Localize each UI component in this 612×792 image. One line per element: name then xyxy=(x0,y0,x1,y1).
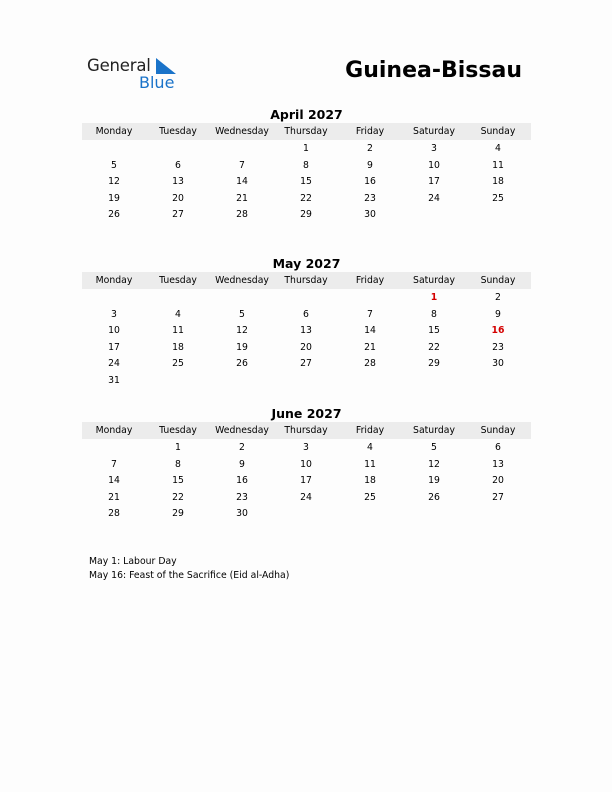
day-cell: 28 xyxy=(364,358,376,370)
week-row xyxy=(82,174,531,191)
day-cell: 11 xyxy=(172,325,184,337)
weekday-label: Wednesday xyxy=(215,275,269,286)
day-cell: 28 xyxy=(236,209,248,221)
day-cell: 26 xyxy=(428,491,440,503)
weekday-label: Sunday xyxy=(480,126,516,137)
weekday-label: Friday xyxy=(355,275,385,286)
day-cell: 15 xyxy=(172,475,184,487)
day-cell xyxy=(466,207,530,224)
day-cell xyxy=(210,290,274,307)
day-cell: 30 xyxy=(364,209,376,221)
month-april xyxy=(82,107,531,224)
weekday-label: Monday xyxy=(95,126,133,137)
day-cell: 19 xyxy=(108,192,120,204)
day-cell: 9 xyxy=(495,308,501,320)
day-cell: 25 xyxy=(172,358,184,370)
week-row xyxy=(82,356,531,373)
week-row xyxy=(82,473,531,490)
day-cell: 22 xyxy=(428,341,440,353)
day-cell: 14 xyxy=(108,475,120,487)
holiday-note: May 16: Feast of the Sacrifice (Eid al-Adha) xyxy=(89,570,290,581)
month-june xyxy=(82,406,531,523)
page-title: Guinea-Bissau xyxy=(345,58,522,83)
week-row xyxy=(82,323,531,340)
day-cell: 22 xyxy=(300,192,312,204)
week-row xyxy=(82,457,531,474)
day-cell: 7 xyxy=(367,308,373,320)
day-cell xyxy=(274,506,338,523)
day-cell: 9 xyxy=(239,458,245,470)
day-cell xyxy=(466,373,530,390)
day-cell xyxy=(402,373,466,390)
week-row xyxy=(82,141,531,158)
week-row xyxy=(82,440,531,457)
weekday-label: Thursday xyxy=(284,275,328,286)
month-title: June 2027 xyxy=(271,406,342,421)
day-cell: 4 xyxy=(495,143,501,154)
day-cell: 20 xyxy=(172,192,184,204)
day-cell: 10 xyxy=(428,159,440,171)
weekday-label: Tuesday xyxy=(159,275,197,286)
day-cell: 6 xyxy=(175,159,181,171)
day-cell: 13 xyxy=(300,325,312,337)
weekday-label: Friday xyxy=(355,126,385,137)
day-cell: 29 xyxy=(172,508,184,520)
day-cell: 26 xyxy=(236,358,248,370)
weekday-label: Friday xyxy=(355,425,385,436)
day-cell: 19 xyxy=(236,341,248,353)
week-row xyxy=(82,506,531,523)
brand-word-blue: Blue xyxy=(139,73,175,92)
day-cell: 10 xyxy=(108,325,120,337)
day-cell: 12 xyxy=(108,176,120,188)
holiday-day-cell: 16 xyxy=(491,325,505,337)
day-cell: 12 xyxy=(428,458,440,470)
day-cell: 27 xyxy=(300,358,312,370)
week-row xyxy=(82,207,531,224)
day-cell: 10 xyxy=(300,458,312,470)
day-cell: 24 xyxy=(428,192,440,204)
day-cell: 27 xyxy=(492,491,504,503)
day-cell xyxy=(146,373,210,390)
month-title: April 2027 xyxy=(270,107,343,122)
weekday-label: Wednesday xyxy=(215,126,269,137)
day-cell: 4 xyxy=(367,442,373,453)
weekday-header xyxy=(82,422,531,439)
day-cell: 26 xyxy=(108,209,120,221)
weekday-label: Tuesday xyxy=(159,425,197,436)
weekday-header xyxy=(82,272,531,289)
day-cell: 21 xyxy=(108,491,120,503)
day-cell: 12 xyxy=(236,325,248,337)
day-cell xyxy=(466,506,530,523)
day-cell xyxy=(82,141,146,158)
brand-logo xyxy=(87,56,187,92)
day-cell: 18 xyxy=(492,176,504,188)
day-cell xyxy=(338,290,402,307)
day-cell: 30 xyxy=(492,358,504,370)
day-cell: 15 xyxy=(300,176,312,188)
day-cell: 21 xyxy=(364,341,376,353)
day-cell: 7 xyxy=(239,159,245,171)
week-row xyxy=(82,307,531,324)
weekday-label: Sunday xyxy=(480,425,516,436)
week-row xyxy=(82,490,531,507)
day-cell xyxy=(82,290,146,307)
week-row xyxy=(82,158,531,175)
day-cell xyxy=(274,290,338,307)
day-cell: 8 xyxy=(303,159,309,171)
day-cell: 17 xyxy=(428,176,440,188)
day-cell: 13 xyxy=(492,458,504,470)
day-cell: 31 xyxy=(108,374,120,386)
month-title: May 2027 xyxy=(272,256,341,271)
day-cell: 2 xyxy=(495,292,501,303)
weekday-label: Wednesday xyxy=(215,425,269,436)
day-cell xyxy=(146,141,210,158)
day-cell: 25 xyxy=(364,491,376,503)
brand-word-general: General xyxy=(87,56,151,75)
day-cell xyxy=(146,290,210,307)
day-cell: 5 xyxy=(431,442,437,453)
day-cell: 11 xyxy=(364,458,376,470)
day-cell: 14 xyxy=(236,176,248,188)
day-cell: 27 xyxy=(172,209,184,221)
day-cell: 11 xyxy=(492,159,504,171)
day-cell: 1 xyxy=(175,442,181,453)
day-cell: 16 xyxy=(364,176,376,188)
day-cell: 8 xyxy=(175,458,181,470)
day-cell: 19 xyxy=(428,475,440,487)
day-cell: 3 xyxy=(431,143,437,154)
day-cell: 25 xyxy=(492,192,504,204)
weekday-label: Sunday xyxy=(480,275,516,286)
day-cell: 20 xyxy=(492,475,504,487)
day-cell: 28 xyxy=(108,508,120,520)
day-cell xyxy=(338,373,402,390)
week-row xyxy=(82,191,531,208)
weekday-label: Saturday xyxy=(413,275,455,286)
day-cell xyxy=(210,373,274,390)
day-cell: 5 xyxy=(111,159,117,171)
day-cell: 15 xyxy=(428,325,440,337)
week-row xyxy=(82,340,531,357)
month-may xyxy=(82,256,531,390)
weekday-label: Monday xyxy=(95,275,133,286)
day-cell: 16 xyxy=(236,475,248,487)
day-cell xyxy=(82,440,146,457)
day-cell: 30 xyxy=(236,508,248,520)
day-cell: 21 xyxy=(236,192,248,204)
day-cell xyxy=(338,506,402,523)
day-cell: 1 xyxy=(303,143,309,154)
day-cell: 9 xyxy=(367,159,373,171)
weekday-header xyxy=(82,123,531,140)
weekday-label: Thursday xyxy=(284,126,328,137)
holiday-note: May 1: Labour Day xyxy=(89,556,177,567)
weekday-label: Monday xyxy=(95,425,133,436)
day-cell: 20 xyxy=(300,341,312,353)
weekday-label: Saturday xyxy=(413,126,455,137)
weekday-label: Tuesday xyxy=(159,126,197,137)
day-cell: 3 xyxy=(111,308,117,320)
weekday-label: Thursday xyxy=(284,425,328,436)
holiday-notes xyxy=(89,555,289,583)
week-row xyxy=(82,290,531,307)
week-row xyxy=(82,373,531,390)
day-cell: 7 xyxy=(111,458,117,470)
day-cell: 17 xyxy=(300,475,312,487)
day-cell: 6 xyxy=(495,442,501,453)
day-cell: 2 xyxy=(239,442,245,453)
day-cell: 29 xyxy=(300,209,312,221)
day-cell: 18 xyxy=(364,475,376,487)
day-cell: 14 xyxy=(364,325,376,337)
day-cell: 6 xyxy=(303,308,309,320)
day-cell: 13 xyxy=(172,176,184,188)
day-cell xyxy=(274,373,338,390)
day-cell: 5 xyxy=(239,308,245,320)
day-cell: 23 xyxy=(364,192,376,204)
day-cell xyxy=(402,506,466,523)
day-cell: 8 xyxy=(431,308,437,320)
day-cell: 2 xyxy=(367,143,373,154)
triangle-logo-icon xyxy=(156,58,176,74)
day-cell: 17 xyxy=(108,341,120,353)
weekday-label: Saturday xyxy=(413,425,455,436)
day-cell: 18 xyxy=(172,341,184,353)
holiday-day-cell: 1 xyxy=(430,292,438,303)
day-cell: 23 xyxy=(236,491,248,503)
day-cell: 24 xyxy=(108,358,120,370)
day-cell: 4 xyxy=(175,308,181,320)
day-cell: 3 xyxy=(303,442,309,453)
day-cell xyxy=(402,207,466,224)
day-cell xyxy=(210,141,274,158)
day-cell: 24 xyxy=(300,491,312,503)
day-cell: 29 xyxy=(428,358,440,370)
day-cell: 22 xyxy=(172,491,184,503)
day-cell: 23 xyxy=(492,341,504,353)
